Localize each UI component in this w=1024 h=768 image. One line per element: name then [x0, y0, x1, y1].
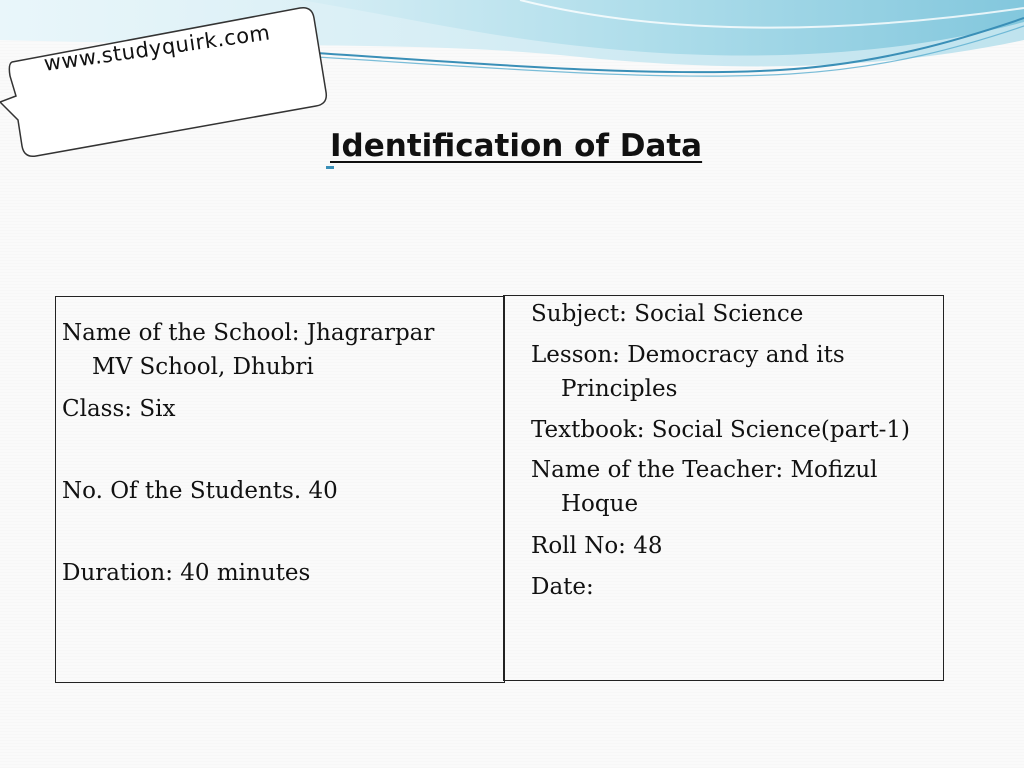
- school-name-continued: MV School, Dhubri: [92, 354, 314, 380]
- students-count-field: No. Of the Students. 40: [62, 478, 338, 504]
- date-field: Date:: [531, 574, 594, 600]
- lesson-label: Lesson: Democracy and its: [531, 342, 845, 368]
- teacher-continued: Hoque: [561, 491, 639, 517]
- school-name-label: Name of the School: Jhagrarpar: [62, 320, 435, 346]
- class-field: Class: Six: [62, 396, 176, 422]
- page-title: Identification of Data: [330, 128, 703, 164]
- subject-field: Subject: Social Science: [531, 301, 804, 327]
- school-name-field: [62, 316, 482, 384]
- title-accent-mark: [326, 166, 334, 169]
- textbook-field: Textbook: Social Science(part-1): [531, 417, 910, 443]
- teacher-field: [531, 453, 931, 521]
- lesson-continued: Principles: [561, 376, 678, 402]
- duration-field: Duration: 40 minutes: [62, 560, 311, 586]
- teacher-label: Name of the Teacher: Mofizul: [531, 457, 878, 483]
- roll-number-field: Roll No: 48: [531, 533, 663, 559]
- lesson-field: [531, 338, 931, 406]
- watermark-text: www.studyquirk.com: [42, 20, 272, 76]
